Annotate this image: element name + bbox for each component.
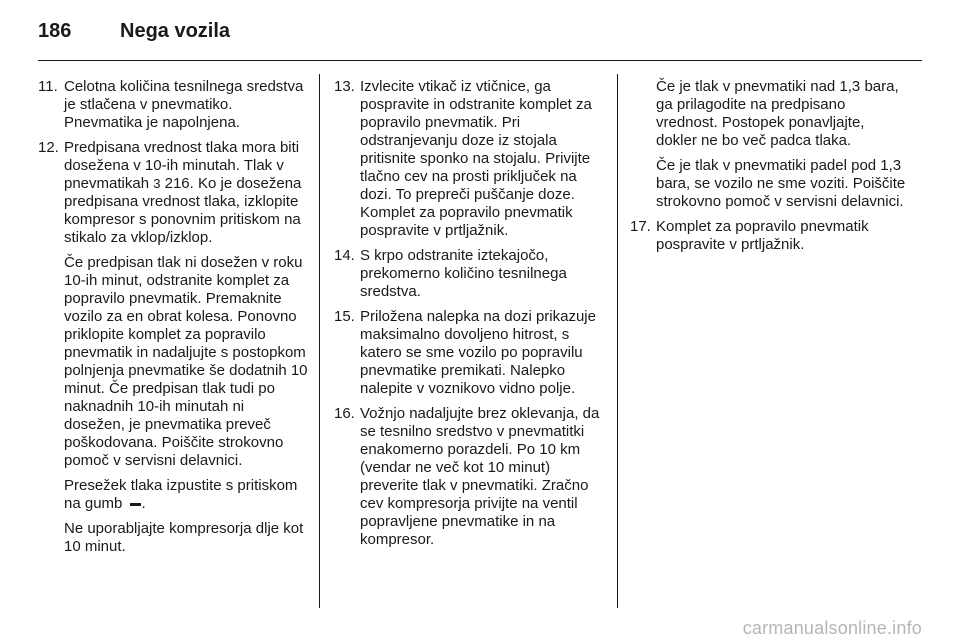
page-reference-icon: 3 [153,176,161,191]
item-text: Celotna količina tesnilnega sredstva je stlačena v pnevmatiko. Pnevmatika je napolnjena. [64,78,304,131]
list-item-15 [334,308,604,398]
list-item-12 [38,139,308,556]
text-span: Predpisana vrednost tlaka mora biti dosežena v 10-ih minutah. Tlak v pnevmatikah [64,139,300,192]
item-number: 14. [334,247,355,264]
item-number: 11. [38,78,58,95]
item-text: Priložena nalepka na dozi prikazuje maksimalno dovoljeno hitrost, s katero se sme vozilo po popravilu pnevmatike premikati. Nalepko nalepite v voznikovo vidno polje. [360,308,596,397]
column-2 [334,78,604,556]
page-title: Nega vozila [120,20,231,42]
text-span: . [141,495,146,512]
item-number: 17. [630,218,651,235]
list-item-14 [334,247,604,301]
paragraph: Ne uporabljajte kompresorja dlje kot 10 minut. [64,520,304,555]
list-item-13 [334,78,604,240]
paragraph: Če je tlak v pnevmatiki padel pod 1,3 bara, se vozilo ne sme voziti. Poiščite strokovno pomoč v servisni delavnici. [656,157,906,210]
list-item-16 [334,405,604,549]
item-text: Izvlecite vtikač iz vtičnice, ga pospravite in odstranite komplet za popravilo pnevmatik. Pri odstranjevanju doze iz stojala pritisnite sponko na stojalu. Privijte tlačno cev na prosti priključek na dozi. To prepreči puščanje doze. Komplet za popravilo pnevmatik pospravite v prtljažnik. [360,78,592,239]
header-rule [38,60,922,61]
column-divider-1 [319,74,320,608]
page-number: 186 [38,20,72,42]
paragraph: Če je tlak v pnevmatiki nad 1,3 bara, ga prilagodite na predpisano vrednost. Postopek ponavljajte, dokler ne bo več padca tlaka. [656,78,899,149]
item-text: Komplet za popravilo pnevmatik pospravite v prtljažnik. [656,218,869,253]
item-number: 16. [334,405,355,422]
text-span: 216. Ko je dosežena predpisana vrednost tlaka, izklopite kompresor s ponovnim pritiskom na stikalo za vklop/izklop. [64,175,302,246]
text-span: Presežek tlaka izpustite s pritiskom na gumb [64,477,298,512]
column-3 [630,78,906,261]
page-header [38,20,230,48]
paragraph [64,139,308,247]
column-divider-2 [617,74,618,608]
item-body [64,139,308,556]
list-item-11 [38,78,308,132]
paragraph: Če predpisan tlak ni dosežen v roku 10-ih minut, odstranite komplet za popravilo pnevmatik. Premaknite vozilo za en obrat kolesa. Ponovno priklopite komplet za popravilo pnevmatik in nadaljujte s postopkom polnjenja pnevmatike še dodatnih 10 minut. Če predpisan tlak tudi po naknadnih 10-ih minutah ni dosežen, je pnevmatika preveč poškodovana. Poiščite strokovno pomoč v servisni delavnici. [64,254,308,469]
paragraph [64,477,308,513]
watermark: carmanualsonline.info [742,618,922,638]
column-1 [38,78,308,563]
item-text: Vožnjo nadaljujte brez oklevanja, da se tesnilno sredstvo v pnevmatitki enakomerno porazdeli. Po 10 km (vendar ne več kot 10 minut) preverite tlak v pnevmatiki. Zračno cev kompresorja privijte na ventil popravljene pnevmatike in na kompresor. [360,405,600,548]
item-text: S krpo odstranite iztekajočo, prekomerno količino tesnilnega sredstva. [360,247,567,300]
item-number: 12. [38,139,59,156]
item-number: 15. [334,308,355,325]
item-number: 13. [334,78,355,95]
list-item-17 [630,218,906,254]
minus-button-icon [130,503,141,506]
